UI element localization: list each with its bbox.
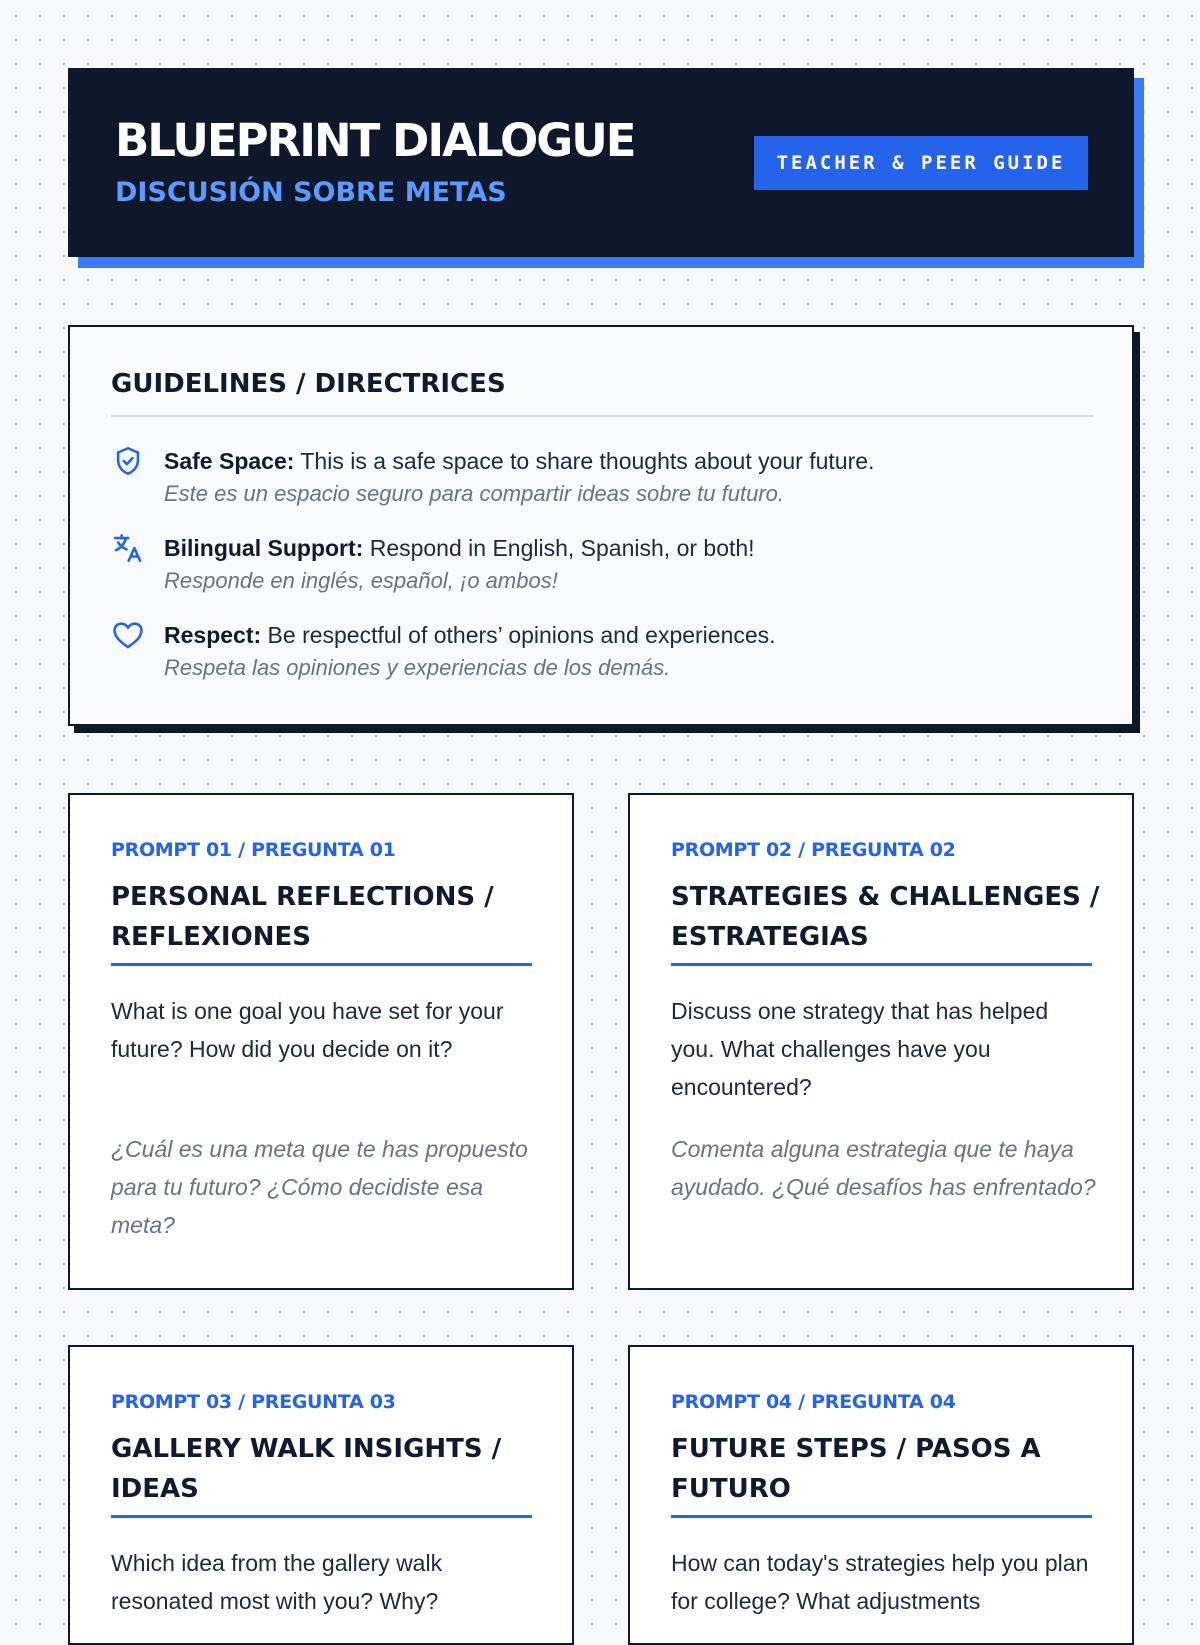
prompt-label: PROMPT 01 / PREGUNTA 01 (111, 839, 396, 861)
prompt-label: PROMPT 04 / PREGUNTA 04 (671, 1391, 956, 1413)
prompt-title: GALLERY WALK INSIGHTS / IDEAS (111, 1434, 502, 1504)
translate-icon (111, 531, 145, 565)
guideline-text: Respond in English, Spanish, or both! (363, 535, 755, 561)
guide-badge: TEACHER & PEER GUIDE (754, 136, 1088, 190)
prompt-question-en: What is one goal you have set for your future? How did you decide on it? (111, 998, 504, 1062)
guideline-translation: Responde en inglés, español, ¡o ambos! (164, 568, 558, 593)
prompt-title: PERSONAL REFLECTIONS / REFLEXIONES (111, 882, 494, 952)
prompt-label: PROMPT 02 / PREGUNTA 02 (671, 839, 956, 861)
guideline-label: Safe Space: (164, 448, 295, 474)
guideline-label: Bilingual Support: (164, 535, 364, 561)
prompt-divider (671, 1515, 1092, 1518)
page-title: BLUEPRINT DIALOGUE (115, 114, 635, 167)
guideline-translation: Respeta las opiniones y experiencias de los demás. (164, 655, 671, 680)
prompt-question-en: How can today's strategies help you plan for college? What adjustments (671, 1550, 1089, 1614)
prompt-divider (111, 963, 532, 966)
guideline-translation: Este es un espacio seguro para compartir ideas sobre tu futuro. (164, 481, 785, 506)
page-subtitle: DISCUSIÓN SOBRE METAS (115, 177, 507, 208)
guidelines-divider (111, 415, 1093, 417)
prompt-title: STRATEGIES & CHALLENGES / ESTRATEGIAS (671, 882, 1100, 952)
shield-check-icon (111, 444, 145, 478)
page-header (68, 68, 1134, 257)
prompt-question-es: ¿Cuál es una meta que te has propuesto para tu futuro? ¿Cómo decidiste esa meta? (111, 1136, 528, 1238)
heart-icon (111, 618, 145, 652)
prompt-title: FUTURE STEPS / PASOS A FUTURO (671, 1434, 1041, 1504)
guideline-text: Be respectful of others’ opinions and experiences. (261, 622, 776, 648)
prompt-card-04 (628, 1345, 1134, 1645)
guidelines-panel (68, 325, 1134, 726)
prompt-label: PROMPT 03 / PREGUNTA 03 (111, 1391, 396, 1413)
prompt-card-02 (628, 793, 1134, 1290)
prompt-question-en: Discuss one strategy that has helped you. What challenges have you encountered? (671, 998, 1049, 1100)
guidelines-heading: GUIDELINES / DIRECTRICES (111, 369, 506, 399)
prompt-divider (671, 963, 1092, 966)
prompt-card-03 (68, 1345, 574, 1645)
prompt-question-en: Which idea from the gallery walk resonated most with you? Why? (111, 1550, 443, 1614)
prompt-divider (111, 1515, 532, 1518)
prompt-card-01 (68, 793, 574, 1290)
guideline-text: This is a safe space to share thoughts about your future. (294, 448, 875, 474)
prompt-question-es: Comenta alguna estrategia que te haya ayudado. ¿Qué desafíos has enfrentado? (671, 1136, 1096, 1200)
guideline-label: Respect: (164, 622, 262, 648)
